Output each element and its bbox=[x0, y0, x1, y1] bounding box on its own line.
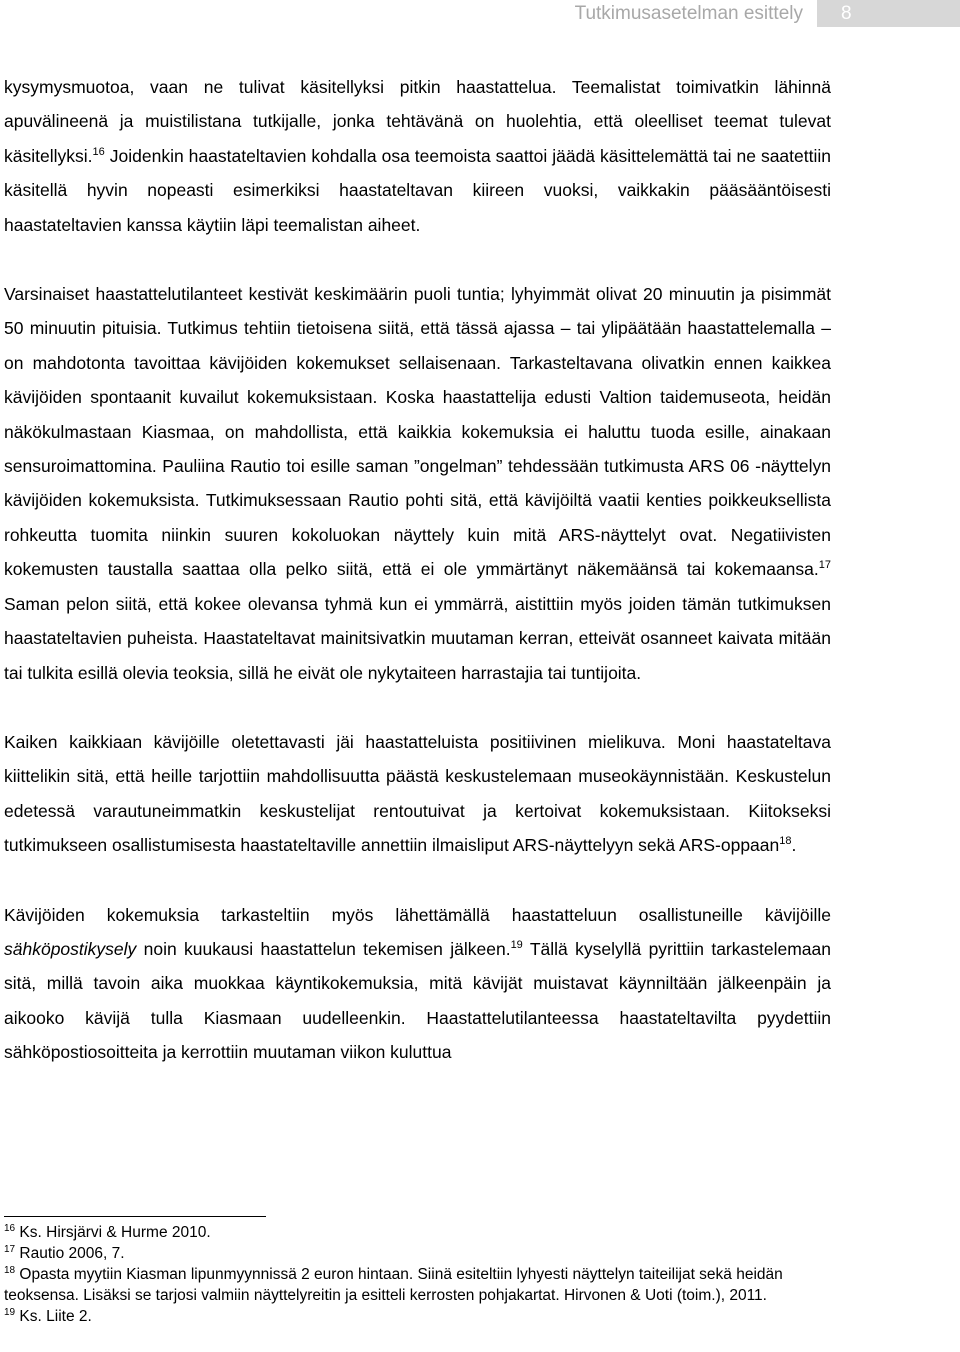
paragraph bbox=[4, 725, 831, 863]
emphasized-text: sähköpostikysely bbox=[4, 938, 137, 959]
footnote-reference: 16 bbox=[92, 145, 105, 158]
footnote-text: Opasta myytiin Kiasman lipunmyynnissä 2 euron hintaan. Siinä esiteltiin lyhyesti näyttelyn taiteilijat sekä heidän teoksensa. Lisäksi se tarjosi valmiin näyttelyreitin ja esitteli kerrosten pohjakartat. Hirvonen & Uoti (toim.), 2011. bbox=[4, 1266, 783, 1304]
footnote-reference: 17 bbox=[818, 559, 831, 572]
footnote-text: Rautio 2006, 7. bbox=[15, 1245, 125, 1262]
footnote bbox=[4, 1243, 810, 1264]
footnote bbox=[4, 1306, 810, 1327]
paragraph-text: Saman pelon siitä, että kokee olevansa tyhmä kun ei ymmärrä, aistittiin myös joiden tämän tutkimuksen haastateltavien puheista. Haastateltavat mainitsivatkin muutaman kerran, etteivät osanneet kaivata mitään tai tulkita esillä olevia teoksia, sillä he eivät ole nykytaiteen harrastajia tai tuntijoita. bbox=[4, 593, 831, 683]
paragraph-text: Kaiken kaikkiaan kävijöille oletettavasti jäi haastatteluista positiivinen mielikuva. Moni haastateltava kiittelikin sitä, että heille tarjottiin mahdollisuutta päästä keskustelemaan museokäynnistään. Keskustelun edetessä varautuneimmatkin keskustelijat rentoutuivat ja kertoivat kokemuksistaan. Kiitokseksi tutkimukseen osallistumisesta haastateltaville annettiin ilmaisliput ARS-näyttelyyn sekä ARS-oppaan bbox=[4, 731, 831, 856]
paragraph-text: kysymysmuotoa, vaan ne tulivat käsitellyksi pitkin haastattelua. Teemalistat toimivatkin lähinnä apuvälineenä ja muistilistana tutkijalle, jonka tehtävänä on huolehtia, että oleelliset teemat tulevat käsitellyksi. bbox=[4, 77, 831, 166]
running-title: Tutkimusasetelman esittely bbox=[574, 3, 803, 24]
footnote-reference: 19 bbox=[510, 939, 523, 952]
footnote bbox=[4, 1264, 810, 1306]
page-header bbox=[575, 0, 960, 27]
footnote-number: 17 bbox=[4, 1243, 16, 1255]
paragraph bbox=[4, 277, 831, 690]
footnote-number: 18 bbox=[4, 1264, 16, 1276]
footnote-text: Ks. Hirsjärvi & Hurme 2010. bbox=[15, 1224, 211, 1241]
paragraph-text: Varsinaiset haastattelutilanteet kestivät keskimäärin puoli tuntia; lyhyimmät olivat 20 minuutin ja pisimmät 50 minuutin pituisia. Tutkimus tehtiin tietoisena siitä, että tässä ajassa – tai ylipäätään haastattelemalla – on mahdotonta tavoittaa kävijöiden kokemukset sellaisenaan. Tarkasteltavana olivatkin ennen kaikkea kävijöiden spontaanit kuvailut kokemuksistaan. Koska haastattelija edusti Valtion taidemuseota, heidän näkökulmastaan Kiasmaa, on mahdollista, että kaikkia kokemuksia ei haluttu tuoda esille, ainakaan sensuroimattomina. Pauliina Rautio toi esille saman ”ongelman” tehdessään tutkimusta ARS 06 -näyttelyn kävijöiden kokemuksista. Tutkimuksessaan Rautio pohti sitä, että kävijöiltä vaatii kenties poikkeuksellista rohkeutta tuomita niinkin suuren kokoluokan näyttely kuin mitä ARS-näyttelyt ovat. Negatiivisten kokemusten taustalla saattaa olla pelko siitä, että ei ole ymmärtänyt näkemäänsä tai kokemaansa. bbox=[4, 284, 831, 580]
paragraph-text: noin kuukausi haastattelun tekemisen jälkeen. bbox=[136, 938, 511, 959]
page-number: 8 bbox=[817, 0, 960, 27]
paragraph-text: Joidenkin haastateltavien kohdalla osa teemoista saattoi jäädä käsittelemättä tai ne saatettiin käsitellä hyvin nopeasti esimerkiksi haastateltavan kiireen vuoksi, vaikkakin pääsääntöisesti haastateltavien kanssa käytiin läpi teemalistan aiheet. bbox=[4, 145, 831, 235]
paragraph-text: Kävijöiden kokemuksia tarkasteltiin myös lähettämällä haastatteluun osallistuneille kävijöille bbox=[4, 904, 831, 925]
body-text bbox=[4, 70, 831, 1070]
footnote-reference: 18 bbox=[779, 835, 792, 848]
footnote-text: Ks. Liite 2. bbox=[15, 1308, 92, 1325]
paragraph bbox=[4, 70, 831, 242]
footnote-number: 19 bbox=[4, 1306, 16, 1318]
footnote-separator bbox=[4, 1216, 266, 1217]
footnote-number: 16 bbox=[4, 1222, 16, 1234]
paragraph-text: Tällä kyselyllä pyrittiin tarkastelemaan sitä, millä tavoin aika muokkaa käyntikokemuksia, mitä kävijät muistavat käynniltään jälkeenpäin ja aikooko kävijä tulla Kiasmaan uudelleenkin. Haastattelutilanteessa haastateltavilta pyydettiin sähköpostiosoitteita ja kerrottiin muutaman viikon kuluttua bbox=[4, 938, 831, 1063]
paragraph-text: . bbox=[791, 835, 797, 856]
footnotes bbox=[4, 1222, 810, 1327]
paragraph bbox=[4, 898, 831, 1070]
footnote bbox=[4, 1222, 810, 1243]
